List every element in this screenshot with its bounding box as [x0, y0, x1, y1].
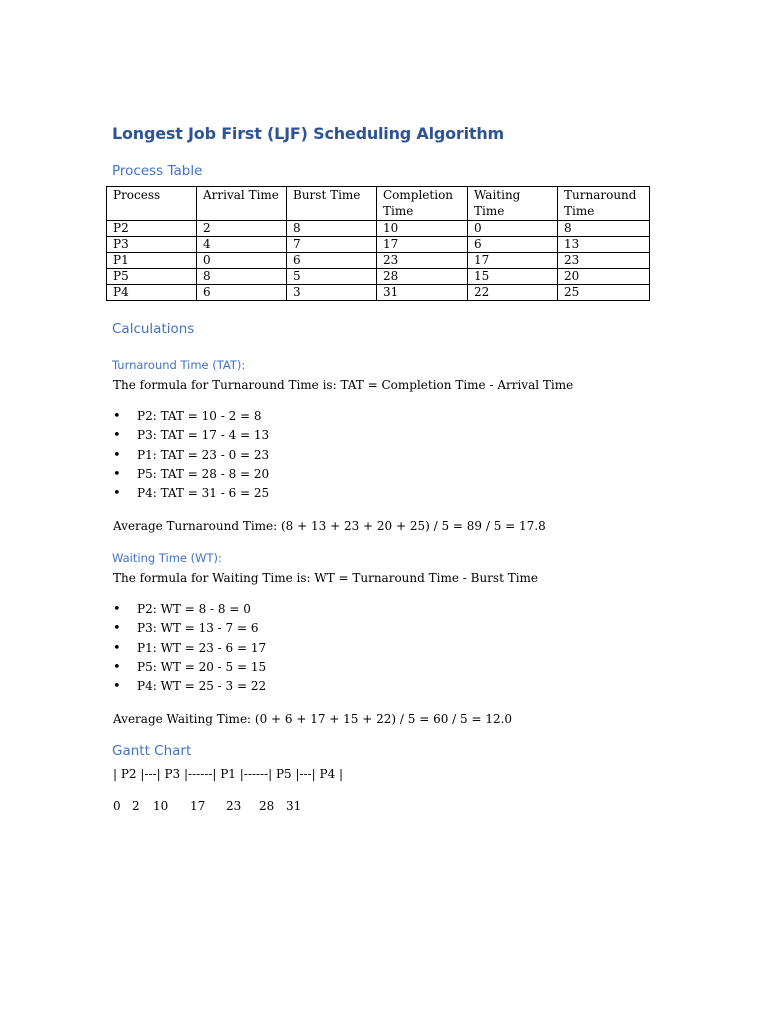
- table-cell: 15: [468, 269, 558, 285]
- header-burst-time: Burst Time: [287, 187, 377, 221]
- list-item: • P3: TAT = 17 - 4 = 13: [113, 426, 269, 445]
- tat-formula: The formula for Turnaround Time is: TAT = Completion Time - Arrival Time: [113, 378, 574, 392]
- list-item: • P1: WT = 23 - 6 = 17: [113, 639, 266, 658]
- table-cell: P1: [107, 253, 197, 269]
- list-item: • P2: WT = 8 - 8 = 0: [113, 600, 266, 619]
- gantt-bar: | P2 |---| P3 |------| P1 |------| P5 |---| P4 |: [113, 767, 344, 781]
- gantt-heading: Gantt Chart: [112, 743, 192, 759]
- table-cell: 6: [468, 237, 558, 253]
- list-item: • P4: WT = 25 - 3 = 22: [113, 677, 266, 696]
- table-cell: 17: [468, 253, 558, 269]
- calculations-heading: Calculations: [112, 321, 195, 337]
- gantt-time: 31: [286, 799, 302, 813]
- table-row: [107, 237, 650, 253]
- header-process: Process: [107, 187, 197, 221]
- wt-list: [113, 600, 266, 696]
- header-waiting-time: Waiting Time: [468, 187, 558, 221]
- process-table-heading: Process Table: [112, 163, 203, 179]
- table-cell: 8: [287, 221, 377, 237]
- table-cell: 5: [287, 269, 377, 285]
- table-cell: 8: [558, 221, 650, 237]
- wt-formula: The formula for Waiting Time is: WT = Turnaround Time - Burst Time: [113, 571, 539, 585]
- header-turnaround-time: Turnaround Time: [558, 187, 650, 221]
- header-completion-time: Completion Time: [377, 187, 468, 221]
- table-cell: 2: [197, 221, 287, 237]
- list-item: • P3: WT = 13 - 7 = 6: [113, 619, 266, 638]
- tat-list: [113, 407, 269, 503]
- table-cell: 13: [558, 237, 650, 253]
- gantt-time: 2: [132, 799, 140, 813]
- table-cell: 10: [377, 221, 468, 237]
- table-cell: 25: [558, 285, 650, 301]
- table-header-row: [107, 187, 650, 221]
- tat-average: Average Turnaround Time: (8 + 13 + 23 + 20 + 25) / 5 = 89 / 5 = 17.8: [113, 519, 546, 533]
- list-item: • P5: TAT = 28 - 8 = 20: [113, 465, 269, 484]
- list-item: • P4: TAT = 31 - 6 = 25: [113, 484, 269, 503]
- table-cell: 6: [197, 285, 287, 301]
- header-arrival-time: Arrival Time: [197, 187, 287, 221]
- wt-average: Average Waiting Time: (0 + 6 + 17 + 15 + 22) / 5 = 60 / 5 = 12.0: [113, 712, 513, 726]
- table-cell: 6: [287, 253, 377, 269]
- tat-heading: Turnaround Time (TAT):: [112, 358, 246, 372]
- process-table: [106, 186, 650, 301]
- table-cell: 4: [197, 237, 287, 253]
- wt-heading: Waiting Time (WT):: [112, 551, 222, 565]
- table-cell: 28: [377, 269, 468, 285]
- table-cell: 0: [197, 253, 287, 269]
- list-item: • P1: TAT = 23 - 0 = 23: [113, 446, 269, 465]
- table-row: [107, 285, 650, 301]
- document-title: Longest Job First (LJF) Scheduling Algorithm: [112, 124, 504, 143]
- table-cell: 22: [468, 285, 558, 301]
- gantt-time: 0: [113, 799, 121, 813]
- gantt-time: 28: [259, 799, 275, 813]
- gantt-time: 17: [190, 799, 206, 813]
- table-cell: 31: [377, 285, 468, 301]
- table-cell: P5: [107, 269, 197, 285]
- table-row: [107, 253, 650, 269]
- table-cell: P4: [107, 285, 197, 301]
- table-cell: 7: [287, 237, 377, 253]
- table-row: [107, 269, 650, 285]
- table-cell: 8: [197, 269, 287, 285]
- table-row: [107, 221, 650, 237]
- table-cell: 17: [377, 237, 468, 253]
- gantt-time: 23: [226, 799, 242, 813]
- gantt-time: 10: [153, 799, 169, 813]
- list-item: • P5: WT = 20 - 5 = 15: [113, 658, 266, 677]
- table-cell: 23: [377, 253, 468, 269]
- table-cell: 20: [558, 269, 650, 285]
- table-cell: P3: [107, 237, 197, 253]
- table-cell: 3: [287, 285, 377, 301]
- table-cell: P2: [107, 221, 197, 237]
- table-cell: 0: [468, 221, 558, 237]
- table-cell: 23: [558, 253, 650, 269]
- list-item: • P2: TAT = 10 - 2 = 8: [113, 407, 269, 426]
